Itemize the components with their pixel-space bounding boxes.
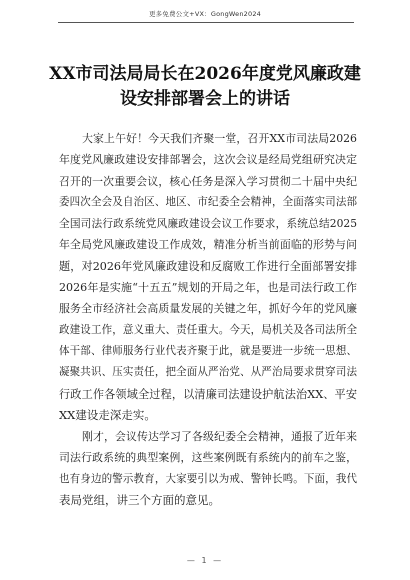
paragraph-line: 行政工作各领域全过程，以清廉司法建设护航法治XX、平安 [59, 387, 357, 401]
paragraph-line: 题，对2026年党风廉政建设和反腐败工作进行全面部署安排 [59, 259, 357, 273]
paragraph-line: 召开的一次重要会议，核心任务是深入学习贯彻二十届中央纪 [59, 174, 357, 188]
paragraph-line: 体干部、律师服务行业代表齐聚于此，就是要进一步统一思想、 [59, 344, 357, 357]
document-title [0, 62, 410, 112]
paragraph-line: 也有身边的警示教育，大家要引以为戒、警钟长鸣。下面，我代 [59, 472, 357, 485]
page-number: — 1 — [186, 556, 224, 565]
paragraph-second [59, 426, 357, 511]
paragraph-line: 凝聚共识、压实责任，把全面从严治党、从严治局要求贯穿司法 [59, 366, 357, 379]
document-body [59, 128, 357, 511]
paragraph-line: 司法行政系统的典型案例，这些案例既有系统内的前车之鉴， [59, 451, 357, 465]
paragraph-line: 服务全市经济社会高质量发展的关键之年，抓好今年的党风廉 [59, 302, 357, 316]
paragraph-line: 委四次全会及自治区、地区、市纪委全会精神，全面落实司法部 [59, 195, 357, 208]
title-line: 设安排部署会上的讲话 [120, 89, 290, 109]
paragraph-line: 全国司法行政系统党风廉政建设会议工作要求，系统总结2025 [59, 217, 357, 231]
paragraph-line: 年度党风廉政建设安排部署会，这次会议是经局党组研究决定 [59, 153, 357, 167]
paragraph-line: XX建设走深走实。 [59, 407, 156, 422]
header-note: 更多免费公文+VX：GongWen2024 [148, 10, 261, 18]
paragraph-line: 大家上午好！今天我们齐聚一堂，召开XX市司法局2026 [82, 132, 357, 145]
paragraph-line: 刚才，会议传达学习了各级纪委全会精神，通报了近年来 [82, 430, 357, 444]
paragraph-line: 表局党组，讲三个方面的意见。 [59, 493, 220, 508]
title-line: XX市司法局局长在2026年度党风廉政建 [49, 64, 361, 84]
header-divider [58, 22, 354, 23]
paragraph-line: 年全局党风廉政建设工作成效，精准分析当前面临的形势与问 [59, 238, 357, 252]
paragraph-line: 政建设工作，意义重大、责任重大。今天，局机关及各司法所全 [59, 323, 357, 336]
paragraph-line: 2026年是实施“十五五”规划的开局之年，也是司法行政工作 [59, 281, 357, 295]
paragraph-opening [59, 128, 357, 426]
